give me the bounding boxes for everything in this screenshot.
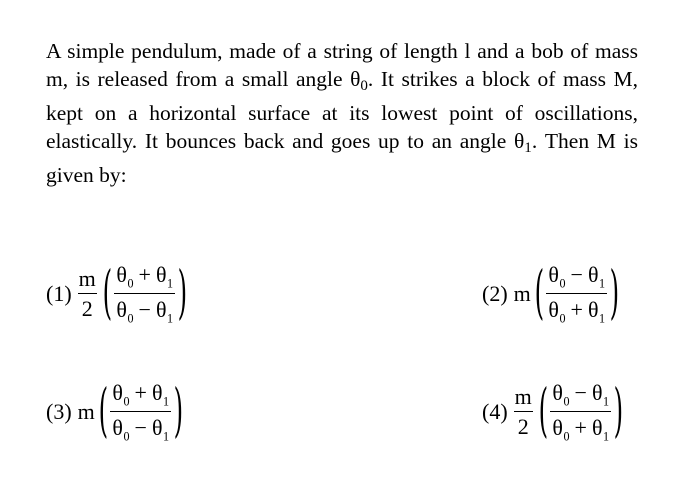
ratio-denominator: $\theta_0 - \theta_1$ [110,411,171,444]
question-part-3: . Then M is given by: [46,128,638,188]
option-number: (1) [46,281,72,307]
right-paren: ) [173,376,184,445]
right-paren: ) [177,258,188,327]
ratio-denominator: $\theta_0 - \theta_1$ [114,293,175,326]
prefix-denominator: 2 [78,293,97,322]
ratio-denominator: $\theta_0 + \theta_1$ [546,293,607,326]
option-number: (2) [482,281,508,307]
theta1-subscript: 1 [524,139,532,156]
theta-ratio [110,380,171,445]
left-paren: ( [538,376,548,445]
right-paren: ) [609,258,620,327]
prefix-m: m [77,399,95,425]
option-3[interactable] [46,376,186,445]
ratio-numerator: $\theta_0 - \theta_1$ [552,380,610,409]
prefix-denominator: 2 [514,411,533,440]
left-paren: ( [534,258,544,327]
left-paren: ( [102,258,112,327]
option-number: (3) [46,399,72,425]
ratio-numerator: $\theta_0 + \theta_1$ [116,262,174,291]
left-paren: ( [98,376,108,445]
right-paren: ) [613,376,624,445]
question-text [46,38,638,190]
ratio-denominator: $\theta_0 + \theta_1$ [550,411,611,444]
theta-ratio [550,380,611,445]
option-4[interactable] [482,376,626,445]
prefix-fraction [78,266,97,322]
ratio-numerator: $\theta_0 + \theta_1$ [112,380,170,409]
option-number: (4) [482,399,508,425]
option-2[interactable] [482,258,622,327]
question-part-2: . It strikes a block of mass M, kept on a horizontal surface at its lowest point of oscillations, elastically. It bounces back and goes up to an angle θ [46,66,638,153]
option-1[interactable] [46,258,190,327]
question-part-1: A simple pendulum, made of a string of length l and a bob of mass m, is released from a small angle θ [46,39,638,91]
prefix-m: m [513,281,531,307]
theta-ratio [546,262,607,327]
prefix-numerator: m [514,384,532,410]
prefix-numerator: m [78,266,96,292]
prefix-fraction [514,384,533,440]
ratio-numerator: $\theta_0 - \theta_1$ [548,262,606,291]
theta0-subscript: 0 [360,77,368,94]
theta-ratio [114,262,175,327]
